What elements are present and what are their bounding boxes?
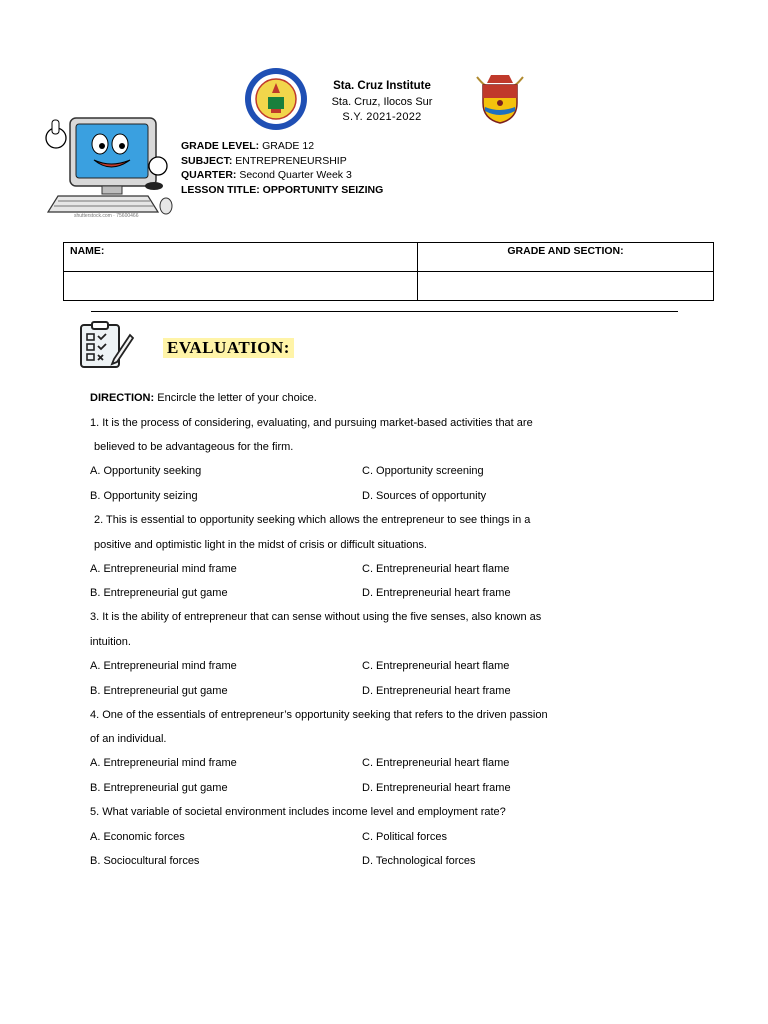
direction-line	[90, 392, 317, 404]
question-4-text: 4. One of the essentials of entrepreneur’s opportunity seeking that refers to the driven passion	[90, 709, 548, 721]
lesson-title-value: OPPORTUNITY SEIZING	[262, 184, 384, 196]
question-3-text-cont: intuition.	[90, 636, 131, 648]
q5-option-c[interactable]: C. Political forces	[362, 831, 447, 843]
clipart-caption: shutterstock.com · 75600466	[74, 213, 139, 219]
name-field[interactable]	[64, 272, 418, 301]
direction-label: DIRECTION:	[90, 392, 155, 404]
q2-option-d[interactable]: D. Entrepreneurial heart frame	[362, 587, 511, 599]
lesson-title-line	[181, 183, 383, 198]
q4-option-a[interactable]: A. Entrepreneurial mind frame	[90, 757, 237, 769]
grade-level-value: GRADE 12	[262, 140, 315, 152]
q3-option-d[interactable]: D. Entrepreneurial heart frame	[362, 685, 511, 697]
grade-section-label-cell	[418, 243, 714, 272]
q2-option-c[interactable]: C. Entrepreneurial heart flame	[362, 563, 510, 575]
diocese-shield-logo	[471, 73, 529, 125]
grade-level-label: GRADE LEVEL:	[181, 140, 260, 152]
q1-option-d[interactable]: D. Sources of opportunity	[362, 490, 487, 502]
quarter-label: QUARTER:	[181, 169, 237, 181]
question-1-text-cont: believed to be advantageous for the firm.	[94, 441, 294, 453]
evaluation-title: EVALUATION:	[163, 338, 294, 358]
subject-label: SUBJECT:	[181, 155, 233, 167]
grade-level-line	[181, 139, 314, 154]
q5-option-a[interactable]: A. Economic forces	[90, 831, 185, 843]
school-year: S.Y. 2021-2022	[342, 111, 422, 123]
direction-text: Encircle the letter of your choice.	[157, 392, 317, 404]
grade-section-field[interactable]	[418, 272, 714, 301]
horizontal-divider	[91, 311, 678, 312]
question-3-text: 3. It is the ability of entrepreneur that can sense without using the five senses, also known as	[90, 611, 542, 623]
q5-option-d[interactable]: D. Technological forces	[362, 855, 476, 867]
question-2-text-cont: positive and optimistic light in the midst of crisis or difficult situations.	[94, 539, 427, 551]
school-location: Sta. Cruz, Ilocos Sur	[331, 96, 433, 108]
q1-option-b[interactable]: B. Opportunity seizing	[90, 490, 198, 502]
name-label-cell	[64, 243, 418, 272]
checklist-clipboard-icon	[78, 321, 134, 369]
grade-section-label: GRADE AND SECTION:	[507, 245, 624, 257]
q3-option-a[interactable]: A. Entrepreneurial mind frame	[90, 660, 237, 672]
q5-option-b[interactable]: B. Sociocultural forces	[90, 855, 200, 867]
subject-line	[181, 154, 347, 169]
q2-option-a[interactable]: A. Entrepreneurial mind frame	[90, 563, 237, 575]
subject-value: ENTREPRENEURSHIP	[235, 155, 347, 167]
quarter-line	[181, 168, 352, 183]
q2-option-b[interactable]: B. Entrepreneurial gut game	[90, 587, 228, 599]
quarter-value: Second Quarter Week 3	[239, 169, 352, 181]
q4-option-b[interactable]: B. Entrepreneurial gut game	[90, 782, 228, 794]
student-info-table	[63, 242, 714, 301]
question-2-text: 2. This is essential to opportunity seeking which allows the entrepreneur to see things in a	[94, 514, 531, 526]
q3-option-b[interactable]: B. Entrepreneurial gut game	[90, 685, 228, 697]
computer-mascot-clipart	[36, 112, 176, 222]
question-5-text: 5. What variable of societal environment includes income level and employment rate?	[90, 806, 506, 818]
q1-option-a[interactable]: A. Opportunity seeking	[90, 465, 202, 477]
question-1-text: 1. It is the process of considering, evaluating, and pursuing market-based activities that are	[90, 417, 533, 429]
name-label: NAME:	[70, 245, 105, 257]
school-name: Sta. Cruz Institute	[333, 80, 431, 92]
q3-option-c[interactable]: C. Entrepreneurial heart flame	[362, 660, 510, 672]
lesson-title-label: LESSON TITLE:	[181, 184, 260, 196]
q4-option-c[interactable]: C. Entrepreneurial heart flame	[362, 757, 510, 769]
school-seal-logo	[244, 67, 308, 131]
question-4-text-cont: of an individual.	[90, 733, 167, 745]
q4-option-d[interactable]: D. Entrepreneurial heart frame	[362, 782, 511, 794]
q1-option-c[interactable]: C. Opportunity screening	[362, 465, 484, 477]
